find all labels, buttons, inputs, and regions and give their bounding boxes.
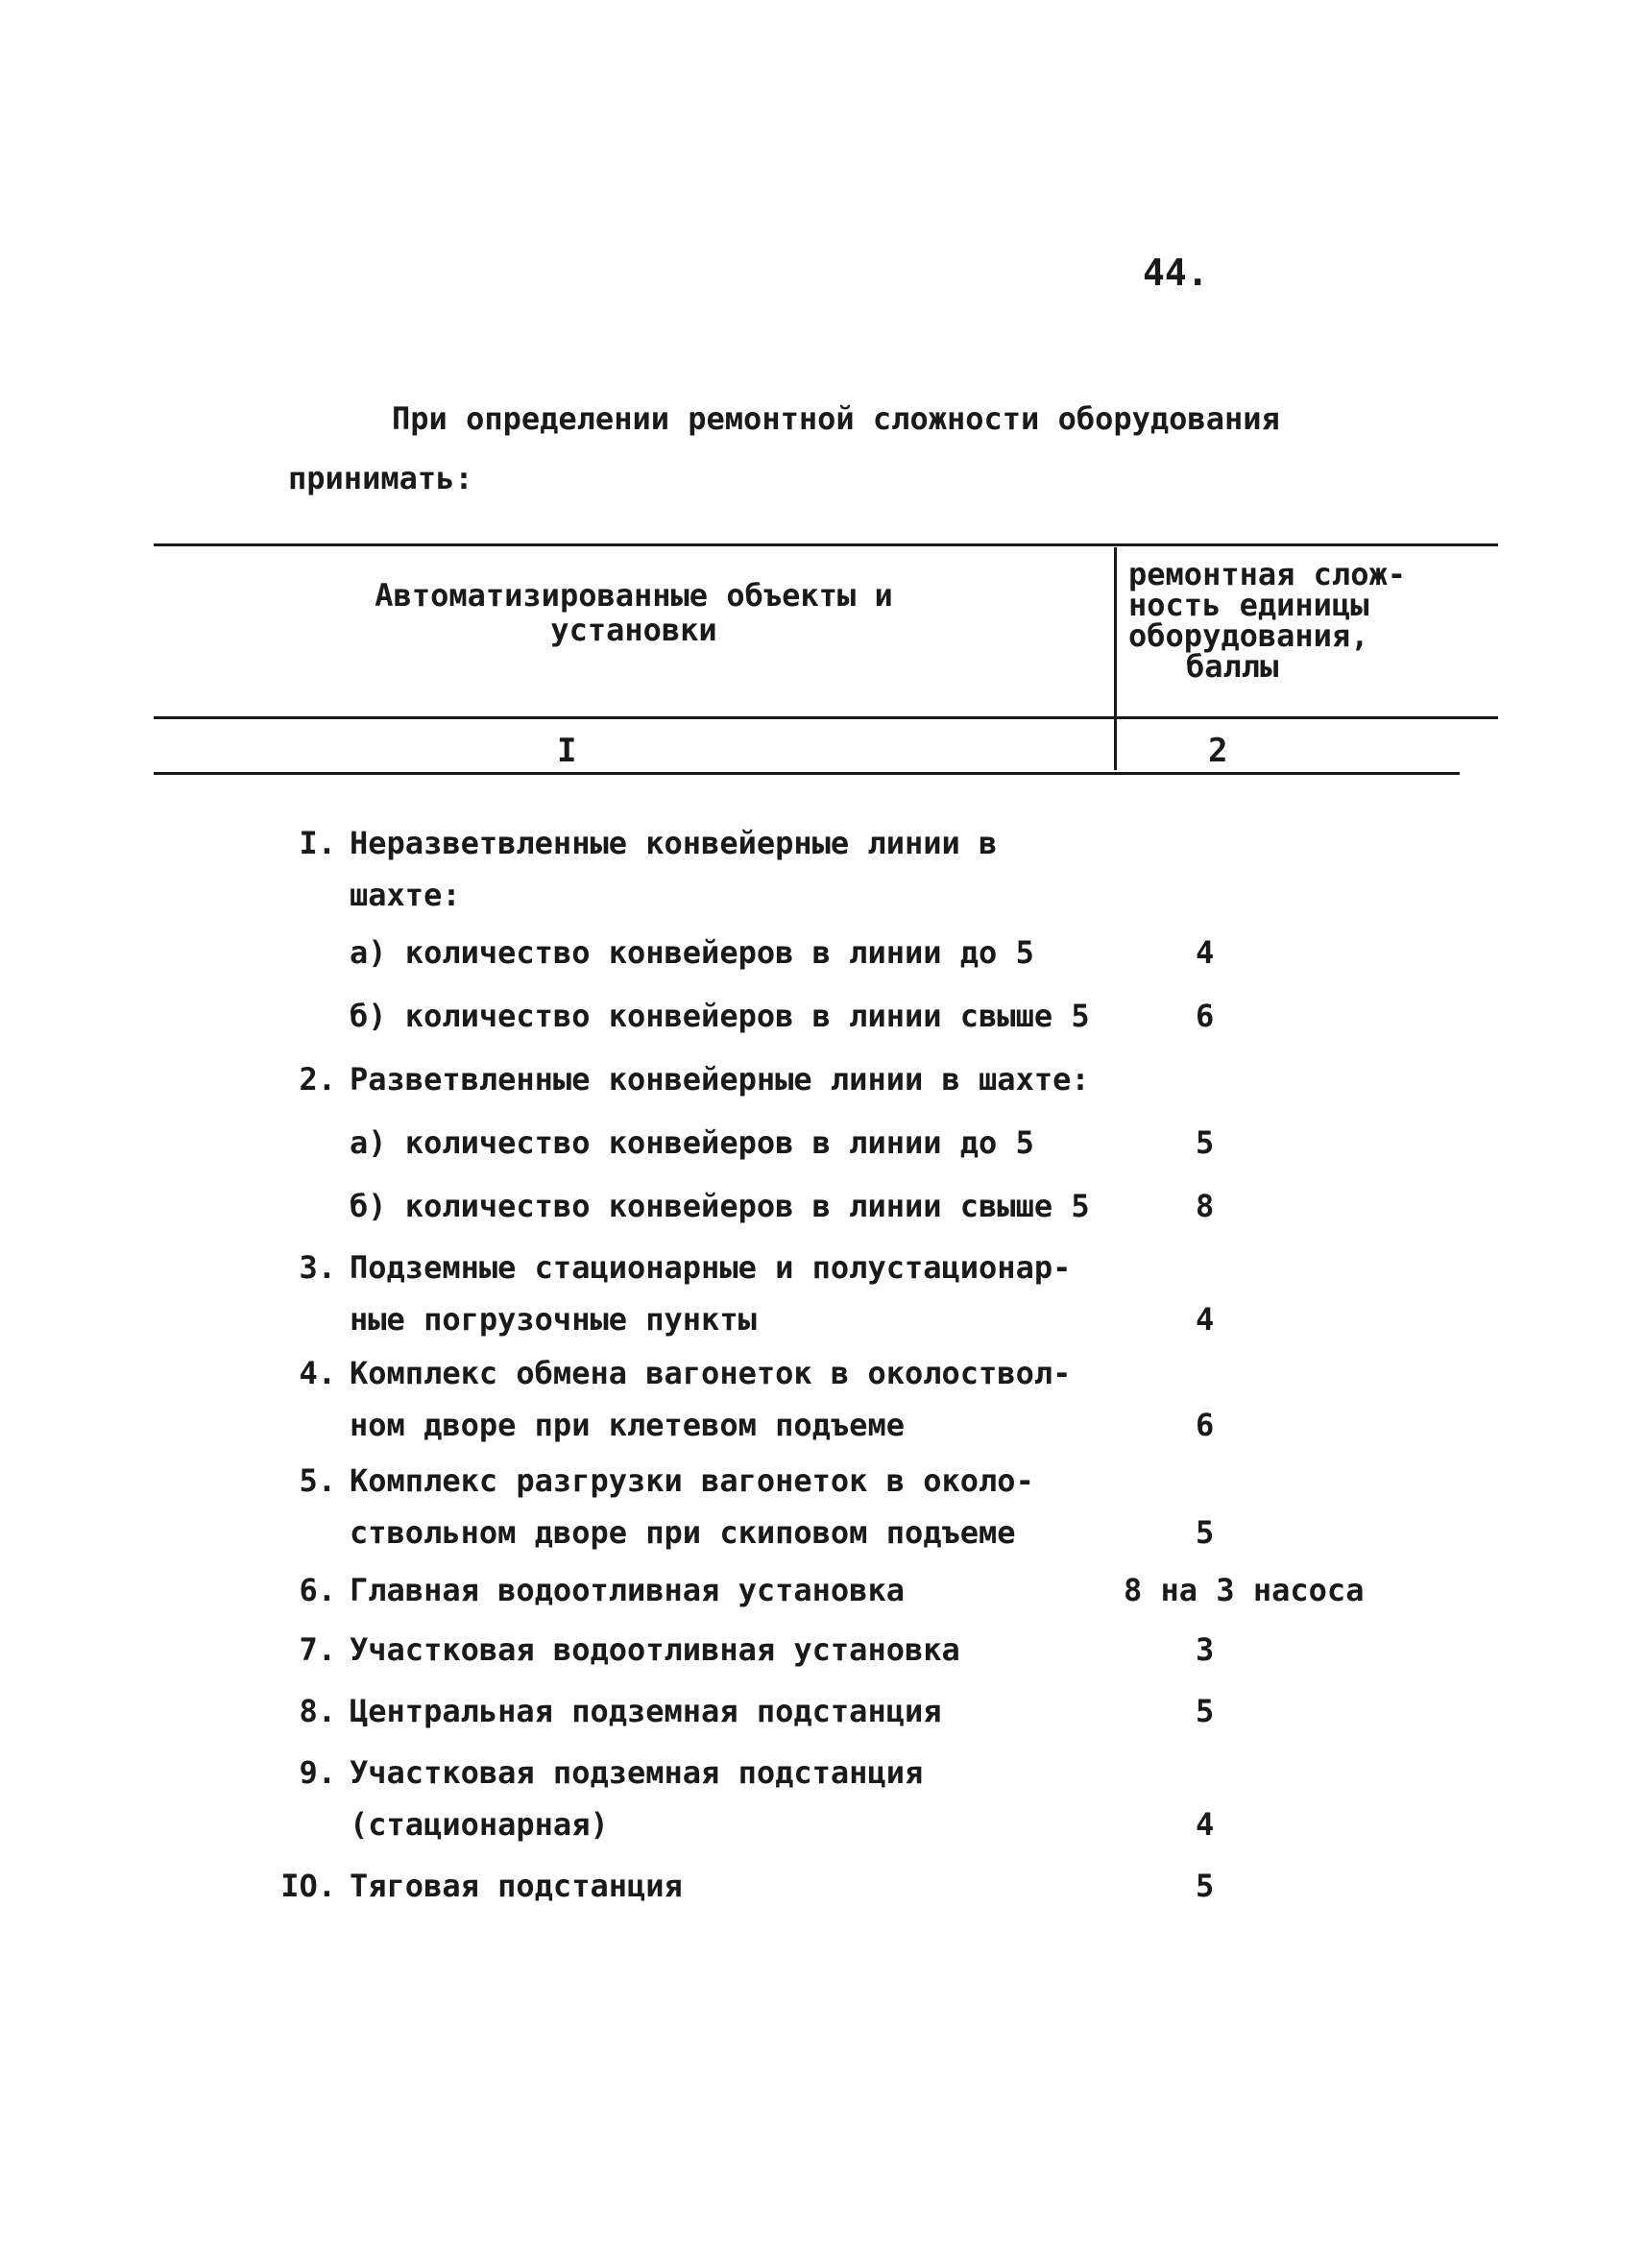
item-text: Неразветвленные конвейерные линии в	[350, 825, 998, 861]
item-text: а) количество конвейеров в линии до 5	[350, 934, 1034, 971]
item-text: ствольном дворе при скиповом подъеме	[350, 1514, 1016, 1551]
item-text: шахте:	[350, 877, 461, 913]
item-text: а) количество конвейеров в линии до 5	[350, 1124, 1034, 1161]
item-value: 4	[1196, 934, 1215, 971]
item-text: б) количество конвейеров в линии свыше 5	[350, 998, 1090, 1034]
header-col2-line3: оборудования,	[1128, 617, 1369, 654]
header-col1-line2: установки	[550, 612, 717, 648]
column-2-number: 2	[1208, 732, 1228, 770]
header-col2-line4: баллы	[1186, 648, 1279, 685]
item-number: 5.	[299, 1462, 336, 1499]
item-text: ном дворе при клетевом подъеме	[350, 1407, 905, 1443]
item-text: Участковая водоотливная установка	[350, 1631, 960, 1668]
item-number: 3.	[299, 1249, 336, 1286]
item-text: Центральная подземная подстанция	[350, 1693, 942, 1729]
item-value: 5	[1196, 1693, 1215, 1729]
header-col1-line1: Автоматизированные объекты и	[375, 577, 893, 614]
item-number: 6.	[299, 1572, 336, 1608]
item-number: 4.	[299, 1355, 336, 1391]
item-value: 4	[1196, 1301, 1215, 1338]
item-text: Разветвленные конвейерные линии в шахте:	[350, 1061, 1090, 1098]
item-value: 5	[1196, 1514, 1215, 1551]
item-text: б) количество конвейеров в линии свыше 5	[350, 1188, 1090, 1224]
item-value: 8	[1196, 1188, 1215, 1224]
item-text: Подземные стационарные и полустационар-	[350, 1249, 1072, 1286]
item-number: 9.	[299, 1754, 336, 1791]
item-number: IO.	[280, 1868, 336, 1904]
item-text: Комплекс обмена вагонеток в околоствол-	[350, 1355, 1072, 1391]
item-value: 8 на 3 насоса	[1124, 1572, 1365, 1608]
item-number: 8.	[299, 1693, 336, 1729]
intro-line-1: При определении ремонтной сложности оборудования	[392, 400, 1280, 437]
item-value: 6	[1196, 998, 1215, 1034]
item-text: Главная водоотливная установка	[350, 1572, 905, 1608]
item-value: 5	[1196, 1868, 1215, 1904]
header-col2-line1: ремонтная слож-	[1128, 556, 1406, 592]
item-value: 5	[1196, 1124, 1215, 1161]
item-number: 7.	[299, 1631, 336, 1668]
item-text: ные погрузочные пункты	[350, 1301, 757, 1338]
item-text: Комплекс разгрузки вагонеток в около-	[350, 1462, 1034, 1499]
page-number: 44.	[1143, 252, 1209, 294]
item-text: Тяговая подстанция	[350, 1868, 683, 1904]
item-value: 3	[1196, 1631, 1215, 1668]
item-number: I.	[299, 825, 336, 861]
item-text: (стационарная)	[350, 1806, 609, 1843]
header-col2-line2: ность единицы	[1128, 587, 1369, 623]
intro-line-2: принимать:	[288, 460, 473, 496]
item-text: Участковая подземная подстанция	[350, 1754, 924, 1791]
column-1-number: I	[557, 732, 577, 770]
item-value: 6	[1196, 1407, 1215, 1443]
item-number: 2.	[299, 1061, 336, 1098]
item-value: 4	[1196, 1806, 1215, 1843]
